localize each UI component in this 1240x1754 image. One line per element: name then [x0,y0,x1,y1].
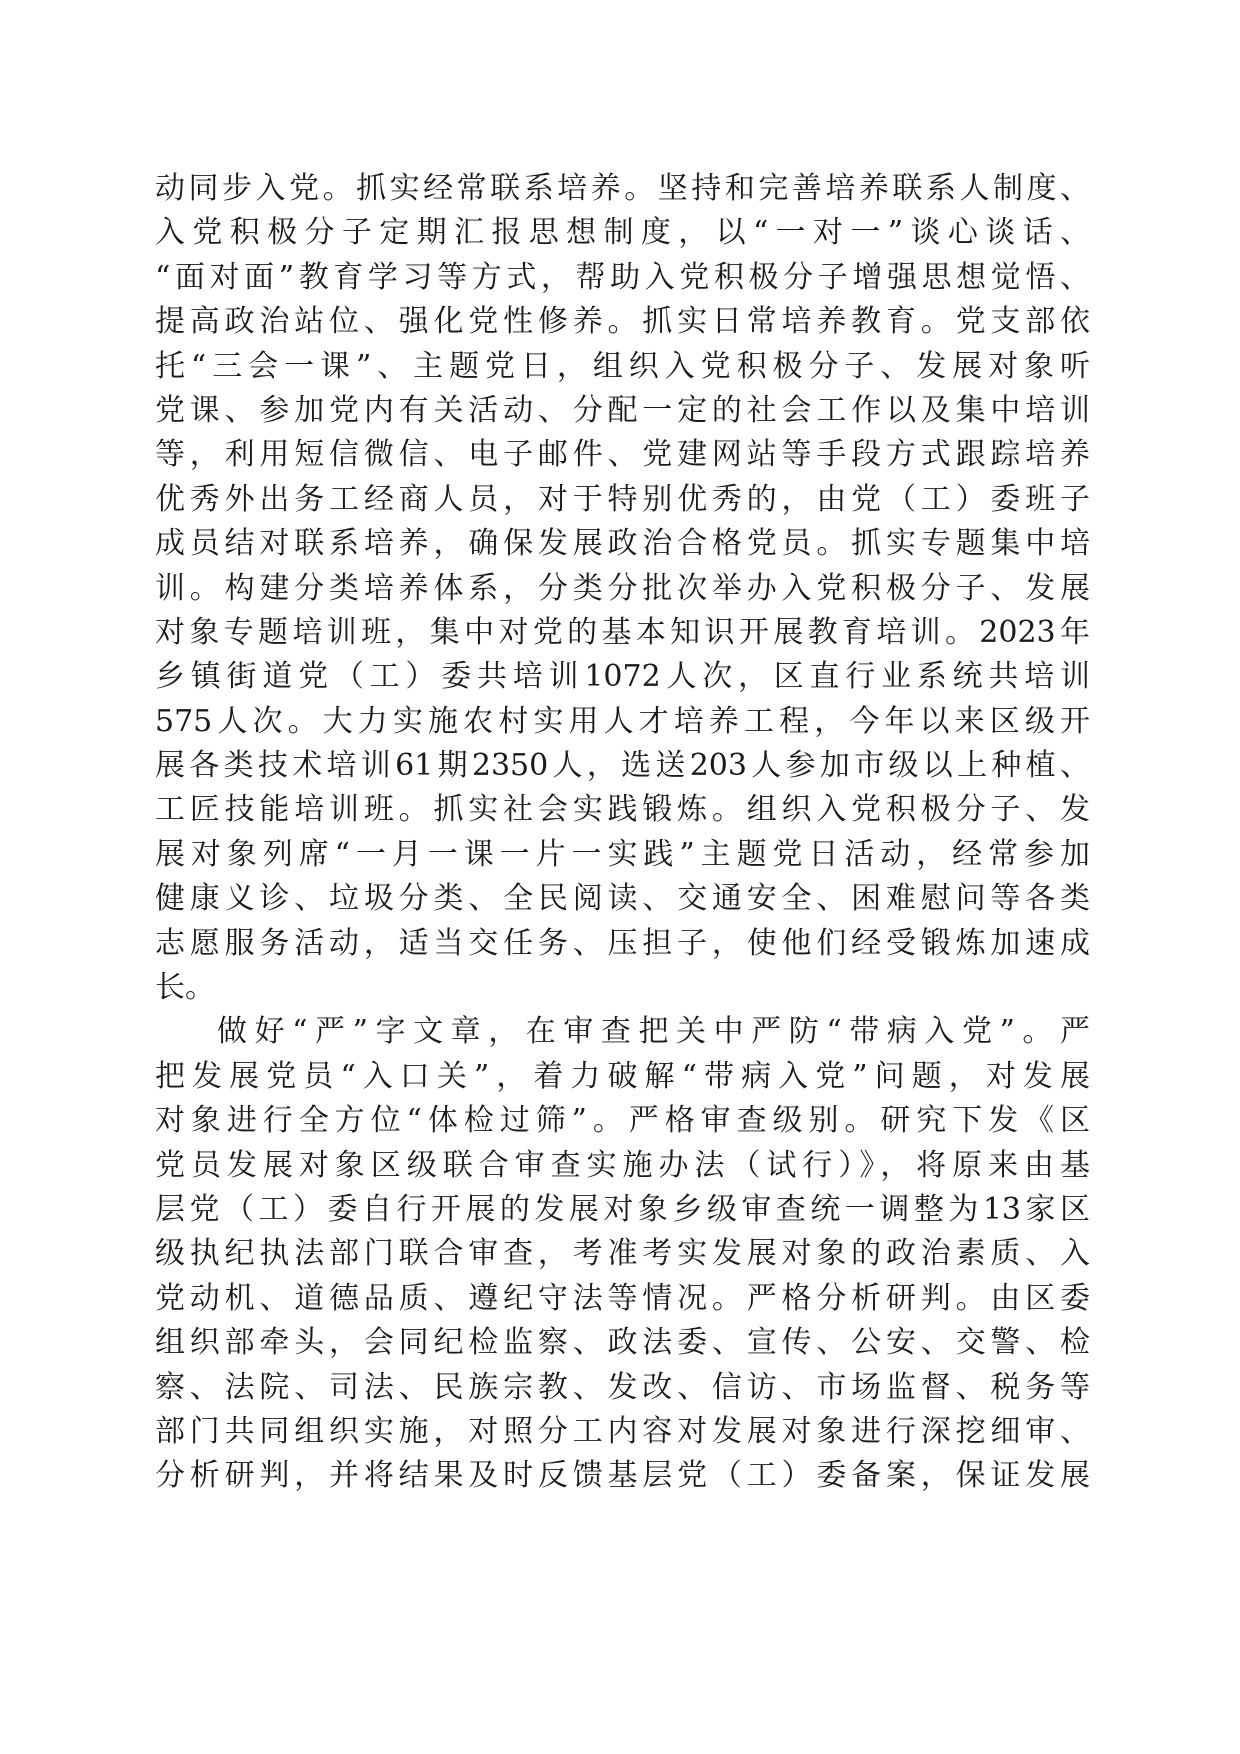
text-line: 做好“严”字文章，在审查把关中严防“带病入党”。严 [217,1014,1090,1050]
text-line: 提高政治站位、强化党性修养。抓实日常培养教育。党支部依 [155,304,1090,340]
body-text [155,167,1090,1499]
text-line: 575人次。大力实施农村实用人才培养工程，今年以来区级开 [155,703,1090,739]
text-line: 展对象列席“一月一课一片一实践”主题党日活动，经常参加 [155,836,1090,872]
text-line: 动同步入党。抓实经常联系培养。坚持和完善培养联系人制度、 [155,171,1090,206]
text-line: 层党（工）委自行开展的发展对象乡级审查统一调整为13家区 [155,1191,1090,1227]
text-line: 健康义诊、垃圾分类、全民阅读、交通安全、困难慰问等各类 [155,881,1090,917]
text-line: 乡镇街道党（工）委共培训1072人次，区直行业系统共培训 [155,659,1090,695]
text-line: 成员结对联系培养，确保发展政治合格党员。抓实专题集中培 [155,526,1090,562]
text-line: 入党积极分子定期汇报思想制度，以“一对一”谈心谈话、 [155,215,1090,251]
text-line: 党员发展对象区级联合审查实施办法（试行）》，将原来由基 [155,1147,1090,1183]
text-line: 部门共同组织实施，对照分工内容对发展对象进行深挖细审、 [155,1413,1090,1449]
text-line: 长。 [155,970,215,1006]
text-line: 等，利用短信微信、电子邮件、党建网站等手段方式跟踪培养 [155,437,1090,473]
text-line: 对象专题培训班，集中对党的基本知识开展教育培训。2023年 [155,614,1090,650]
text-line: 把发展党员“入口关”，着力破解“带病入党”问题，对发展 [155,1058,1090,1094]
text-line: 分析研判，并将结果及时反馈基层党（工）委备案，保证发展 [155,1458,1090,1494]
text-line: 志愿服务活动，适当交任务、压担子，使他们经受锻炼加速成 [155,925,1090,961]
text-line: 组织部牵头，会同纪检监察、政法委、宣传、公安、交警、检 [155,1325,1090,1361]
text-line: 党课、参加党内有关活动、分配一定的社会工作以及集中培训 [155,392,1090,428]
text-line: 级执纪执法部门联合审查，考准考实发展对象的政治素质、入 [155,1236,1090,1272]
text-line: 党动机、道德品质、遵纪守法等情况。严格分析研判。由区委 [155,1280,1090,1316]
text-line: 察、法院、司法、民族宗教、发改、信访、市场监督、税务等 [155,1369,1090,1405]
text-line: 优秀外出务工经商人员，对于特别优秀的，由党（工）委班子 [155,481,1090,517]
text-line: “面对面”教育学习等方式，帮助入党积极分子增强思想觉悟、 [155,259,1090,295]
text-line: 工匠技能培训班。抓实社会实践锻炼。组织入党积极分子、发 [155,792,1090,828]
text-line: 训。构建分类培养体系，分类分批次举办入党积极分子、发展 [155,570,1090,606]
text-line: 对象进行全方位“体检过筛”。严格审查级别。研究下发《区 [155,1103,1090,1139]
text-line: 托“三会一课”、主题党日，组织入党积极分子、发展对象听 [155,348,1090,384]
text-line: 展各类技术培训61期2350人，选送203人参加市级以上种植、 [155,748,1090,784]
